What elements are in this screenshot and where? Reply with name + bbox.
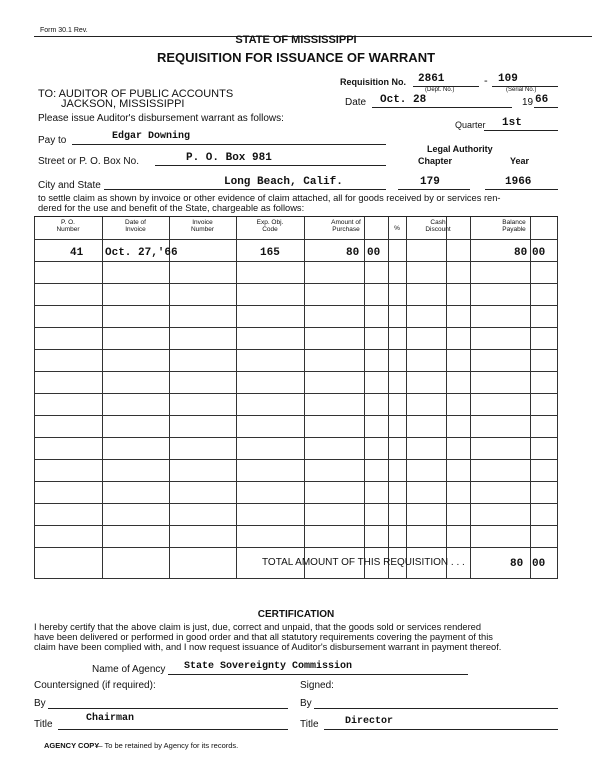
authority-year-line (485, 189, 558, 190)
row-exp-code: 165 (260, 247, 280, 259)
row-balance-cents: 00 (532, 247, 546, 259)
title-value-left: Chairman (86, 713, 135, 724)
date-value: Oct. 28 (380, 94, 427, 106)
serial-number: 109 (498, 73, 518, 85)
pay-to-line (72, 144, 386, 145)
by-line-left (48, 708, 288, 709)
street-value: P. O. Box 981 (186, 152, 272, 164)
certification-line-3: claim have been complied with, and I now request issuance of Auditor's disbursement warrant in payment thereof. (34, 642, 502, 652)
city-value: Long Beach, Calif. (224, 176, 343, 188)
countersigned-label: Countersigned (if required): (34, 680, 156, 691)
date-label: Date (345, 97, 367, 108)
dept-number: 2861 (418, 73, 445, 85)
year-label: Year (510, 156, 530, 166)
title-line-right (324, 729, 558, 730)
form-number: Form 30.1 Rev. (40, 27, 88, 34)
quarter-line (484, 130, 558, 131)
agency-line (168, 674, 468, 675)
by-label-left: By (34, 698, 46, 709)
col-header-amount: Amount of Purchase (331, 219, 361, 233)
title-label-right: Title (300, 719, 319, 730)
col-header-exp: Exp. Obj. Code (256, 219, 284, 233)
requisition-dash: - (484, 75, 488, 87)
serial-caption: (Serial No.) (506, 87, 537, 93)
quarter-label: Quarter (455, 120, 486, 130)
total-cents: 00 (532, 558, 546, 570)
to-line-1: TO: AUDITOR OF PUBLIC ACCOUNTS (38, 88, 234, 100)
certification-line-1: I hereby certify that the above claim is just, due, correct and unpaid, that the goods sold or services rendered (34, 622, 482, 632)
street-line (155, 165, 386, 166)
total-label: TOTAL AMOUNT OF THIS REQUISITION . . . (262, 557, 465, 568)
pay-to-label: Pay to (38, 135, 67, 146)
requisition-label: Requisition No. (340, 77, 406, 87)
city-line (104, 189, 386, 190)
agency-value: State Sovereignty Commission (184, 661, 353, 672)
col-header-po: P. O. Number (56, 219, 80, 233)
year-prefix: 19 (522, 97, 534, 108)
by-line-right (314, 708, 558, 709)
legal-authority-label: Legal Authority (427, 144, 493, 154)
col-header-cash-discount: Cash Discount (425, 219, 451, 233)
by-label-right: By (300, 698, 312, 709)
line-item-table (34, 216, 558, 579)
year-suffix: 66 (535, 94, 549, 106)
street-label: Street or P. O. Box No. (38, 156, 139, 167)
col-header-percent: % (394, 225, 400, 232)
instruction-text: Please issue Auditor's disbursement warrant as follows: (38, 113, 284, 124)
city-label: City and State (38, 180, 101, 191)
title-label-left: Title (34, 719, 53, 730)
row-invoice-date: Oct. 27,'66 (105, 247, 178, 259)
state-heading: STATE OF MISSISSIPPI (235, 34, 357, 46)
date-line (372, 107, 512, 108)
title-value-right: Director (345, 716, 394, 727)
title-line-left (58, 729, 288, 730)
authority-year-value: 1966 (505, 176, 532, 188)
agency-copy-text: — To be retained by Agency for its records. (95, 741, 239, 750)
row-amount-dollars: 80 (346, 247, 360, 259)
signed-label: Signed: (300, 680, 334, 691)
chapter-value: 179 (420, 176, 440, 188)
settle-text-2: dered for the use and benefit of the State, chargeable as follows: (38, 203, 305, 213)
settle-text-1: to settle claim as shown by invoice or other evidence of claim attached, all for goods received by or services ren- (38, 193, 501, 203)
dept-caption: (Dept. No.) (425, 87, 455, 93)
col-header-invoice: Invoice Number (190, 219, 215, 233)
chapter-label: Chapter (418, 156, 453, 166)
row-amount-cents: 00 (367, 247, 381, 259)
to-line-2: JACKSON, MISSISSIPPI (61, 98, 185, 110)
row-balance-dollars: 80 (514, 247, 528, 259)
chapter-line (398, 189, 470, 190)
quarter-value: 1st (502, 117, 522, 129)
agency-copy-label: AGENCY COPY (44, 741, 100, 750)
pay-to-value: Edgar Downing (112, 131, 191, 142)
total-dollars: 80 (510, 558, 524, 570)
agency-label: Name of Agency (92, 664, 166, 675)
col-header-balance: Balance Payable (502, 219, 526, 233)
row-po-number: 41 (70, 247, 84, 259)
year-line (534, 107, 558, 108)
certification-title: CERTIFICATION (257, 609, 335, 620)
form-title: REQUISITION FOR ISSUANCE OF WARRANT (156, 50, 436, 65)
certification-line-2: have been delivered or performed in good order and that all statutory requirements covering the payment of this (34, 632, 493, 642)
col-header-date: Date of Invoice (125, 219, 146, 233)
